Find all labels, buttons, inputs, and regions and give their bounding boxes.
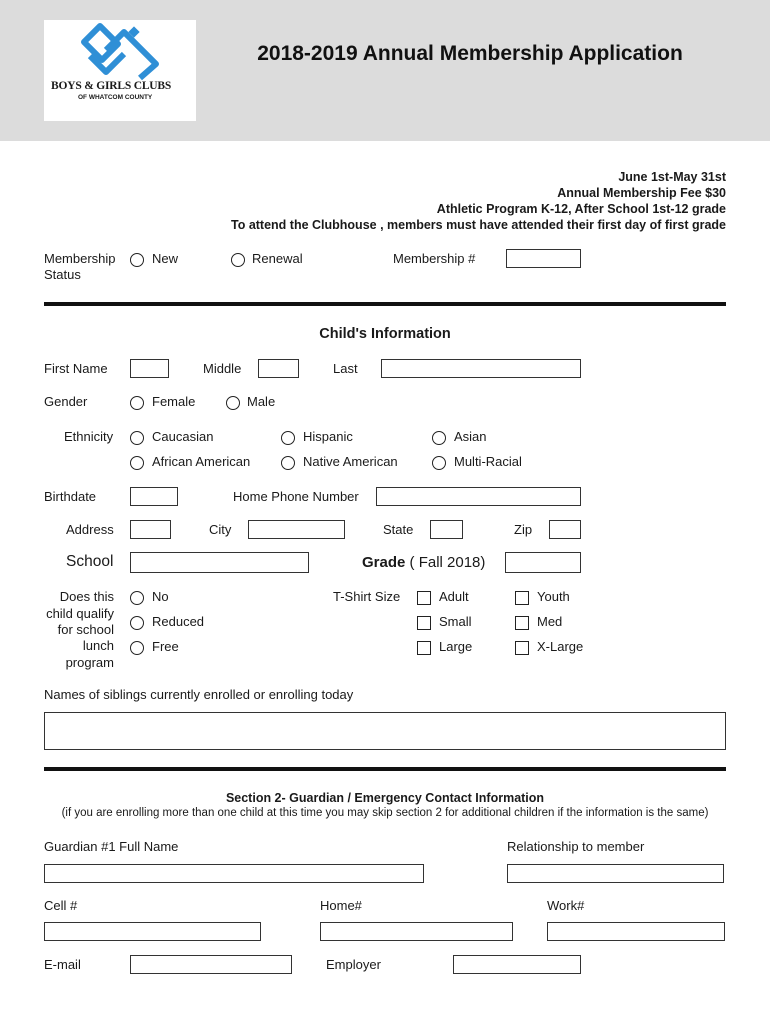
membership-number-field[interactable]	[506, 249, 581, 268]
first-name-field[interactable]	[130, 359, 169, 378]
city-field[interactable]	[248, 520, 345, 539]
radio-lunch-no[interactable]	[130, 591, 144, 605]
ethnicity-hispanic: Hispanic	[303, 429, 353, 444]
child-section-title: Child's Information	[319, 326, 451, 342]
info-dates: June 1st-May 31st	[618, 170, 726, 184]
radio-hispanic[interactable]	[281, 431, 295, 445]
female-label: Female	[152, 394, 196, 409]
employer-field[interactable]	[453, 955, 581, 974]
ethnicity-native-american: Native American	[303, 454, 398, 469]
grade-word: Grade	[362, 554, 406, 571]
home-field[interactable]	[320, 922, 513, 941]
radio-lunch-free[interactable]	[130, 641, 144, 655]
info-fee: Annual Membership Fee $30	[557, 186, 726, 200]
radio-new[interactable]	[130, 253, 144, 267]
lunch-question-3: for school	[57, 622, 114, 637]
ethnicity-asian: Asian	[454, 429, 487, 444]
address-field[interactable]	[130, 520, 171, 539]
radio-renewal[interactable]	[231, 253, 245, 267]
tshirt-x-large-label: X-Large	[537, 639, 584, 654]
radio-asian[interactable]	[432, 431, 446, 445]
siblings-label: Names of siblings currently enrolled or enrolling today	[44, 687, 354, 702]
info-program: Athletic Program K-12, After School 1st-12 grade	[436, 202, 726, 216]
address-label: Address	[66, 522, 114, 537]
grade-label	[362, 554, 485, 571]
work-label: Work#	[547, 898, 585, 913]
logo-text-main: BOYS & GIRLS CLUBS	[51, 80, 172, 92]
tshirt-small-label: Small	[439, 614, 472, 629]
ethnicity-label: Ethnicity	[64, 429, 114, 444]
state-label: State	[383, 522, 414, 537]
radio-multi-racial[interactable]	[432, 456, 446, 470]
lunch-question-1: Does this	[59, 589, 114, 604]
gender-label: Gender	[44, 394, 88, 409]
page-title: 2018-2019 Annual Membership Application	[257, 42, 683, 65]
lunch-question-4: lunch	[82, 638, 114, 653]
zip-field[interactable]	[549, 520, 581, 539]
section-divider	[44, 302, 726, 306]
state-field[interactable]	[430, 520, 463, 539]
middle-label: Middle	[203, 361, 242, 376]
radio-native-american[interactable]	[281, 456, 295, 470]
relationship-label: Relationship to member	[507, 839, 645, 854]
tshirt-med-label: Med	[537, 614, 563, 629]
radio-male[interactable]	[226, 396, 240, 410]
home-phone-label: Home Phone Number	[233, 489, 359, 504]
checkbox-adult[interactable]	[417, 591, 431, 605]
school-label: School	[66, 553, 114, 570]
tshirt-size-label: T-Shirt Size	[333, 589, 401, 604]
zip-label: Zip	[514, 522, 533, 537]
tshirt-youth-label: Youth	[537, 589, 570, 604]
birthdate-label: Birthdate	[44, 489, 97, 504]
work-field[interactable]	[547, 922, 725, 941]
info-requirement: To attend the Clubhouse , members must have attended their first day of first grade	[231, 218, 726, 232]
grade-note: ( Fall 2018)	[405, 554, 486, 571]
checkbox-med[interactable]	[515, 616, 529, 630]
logo-text-sub: OF WHATCOM COUNTY	[78, 94, 153, 101]
radio-african-american[interactable]	[130, 456, 144, 470]
middle-name-field[interactable]	[258, 359, 299, 378]
guardian-section-title: Section 2- Guardian / Emergency Contact Information	[225, 791, 545, 805]
checkbox-x-large[interactable]	[515, 641, 529, 655]
membership-label-2: Status	[44, 267, 81, 282]
renewal-label: Renewal	[252, 251, 303, 266]
lunch-free-label: Free	[152, 639, 179, 654]
school-field[interactable]	[130, 552, 309, 573]
lunch-question-5: program	[65, 655, 114, 670]
checkbox-large[interactable]	[417, 641, 431, 655]
cell-field[interactable]	[44, 922, 261, 941]
male-label: Male	[247, 394, 276, 409]
new-label: New	[152, 251, 179, 266]
relationship-field[interactable]	[507, 864, 724, 883]
email-field[interactable]	[130, 955, 292, 974]
birthdate-field[interactable]	[130, 487, 178, 506]
tshirt-adult-label: Adult	[439, 589, 469, 604]
city-label: City	[209, 522, 232, 537]
ethnicity-caucasian: Caucasian	[152, 429, 214, 444]
membership-label: Membership	[44, 251, 116, 266]
club-logo-icon	[44, 20, 196, 121]
radio-caucasian[interactable]	[130, 431, 144, 445]
lunch-reduced-label: Reduced	[152, 614, 205, 629]
radio-female[interactable]	[130, 396, 144, 410]
first-name-label: First Name	[44, 361, 108, 376]
lunch-question-2: child qualify	[46, 606, 114, 621]
ethnicity-african-american: African American	[152, 454, 251, 469]
radio-lunch-reduced[interactable]	[130, 616, 144, 630]
checkbox-youth[interactable]	[515, 591, 529, 605]
tshirt-large-label: Large	[439, 639, 473, 654]
last-name-field[interactable]	[381, 359, 581, 378]
guardian-name-field[interactable]	[44, 864, 424, 883]
cell-label: Cell #	[44, 898, 78, 913]
employer-label: Employer	[326, 957, 381, 972]
ethnicity-multi-racial: Multi-Racial	[454, 454, 522, 469]
home-phone-field[interactable]	[376, 487, 581, 506]
guardian-name-label: Guardian #1 Full Name	[44, 839, 179, 854]
logo	[44, 20, 196, 121]
lunch-no-label: No	[152, 589, 169, 604]
section-divider-2	[44, 767, 726, 771]
siblings-field[interactable]	[44, 712, 726, 750]
guardian-note: (if you are enrolling more than one child at this time you may skip section 2 for additional children if the information is the same)	[61, 807, 709, 819]
grade-field[interactable]	[505, 552, 581, 573]
home-label: Home#	[320, 898, 362, 913]
checkbox-small[interactable]	[417, 616, 431, 630]
last-label: Last	[333, 361, 358, 376]
membership-number-label: Membership #	[393, 251, 476, 266]
email-label: E-mail	[44, 957, 81, 972]
